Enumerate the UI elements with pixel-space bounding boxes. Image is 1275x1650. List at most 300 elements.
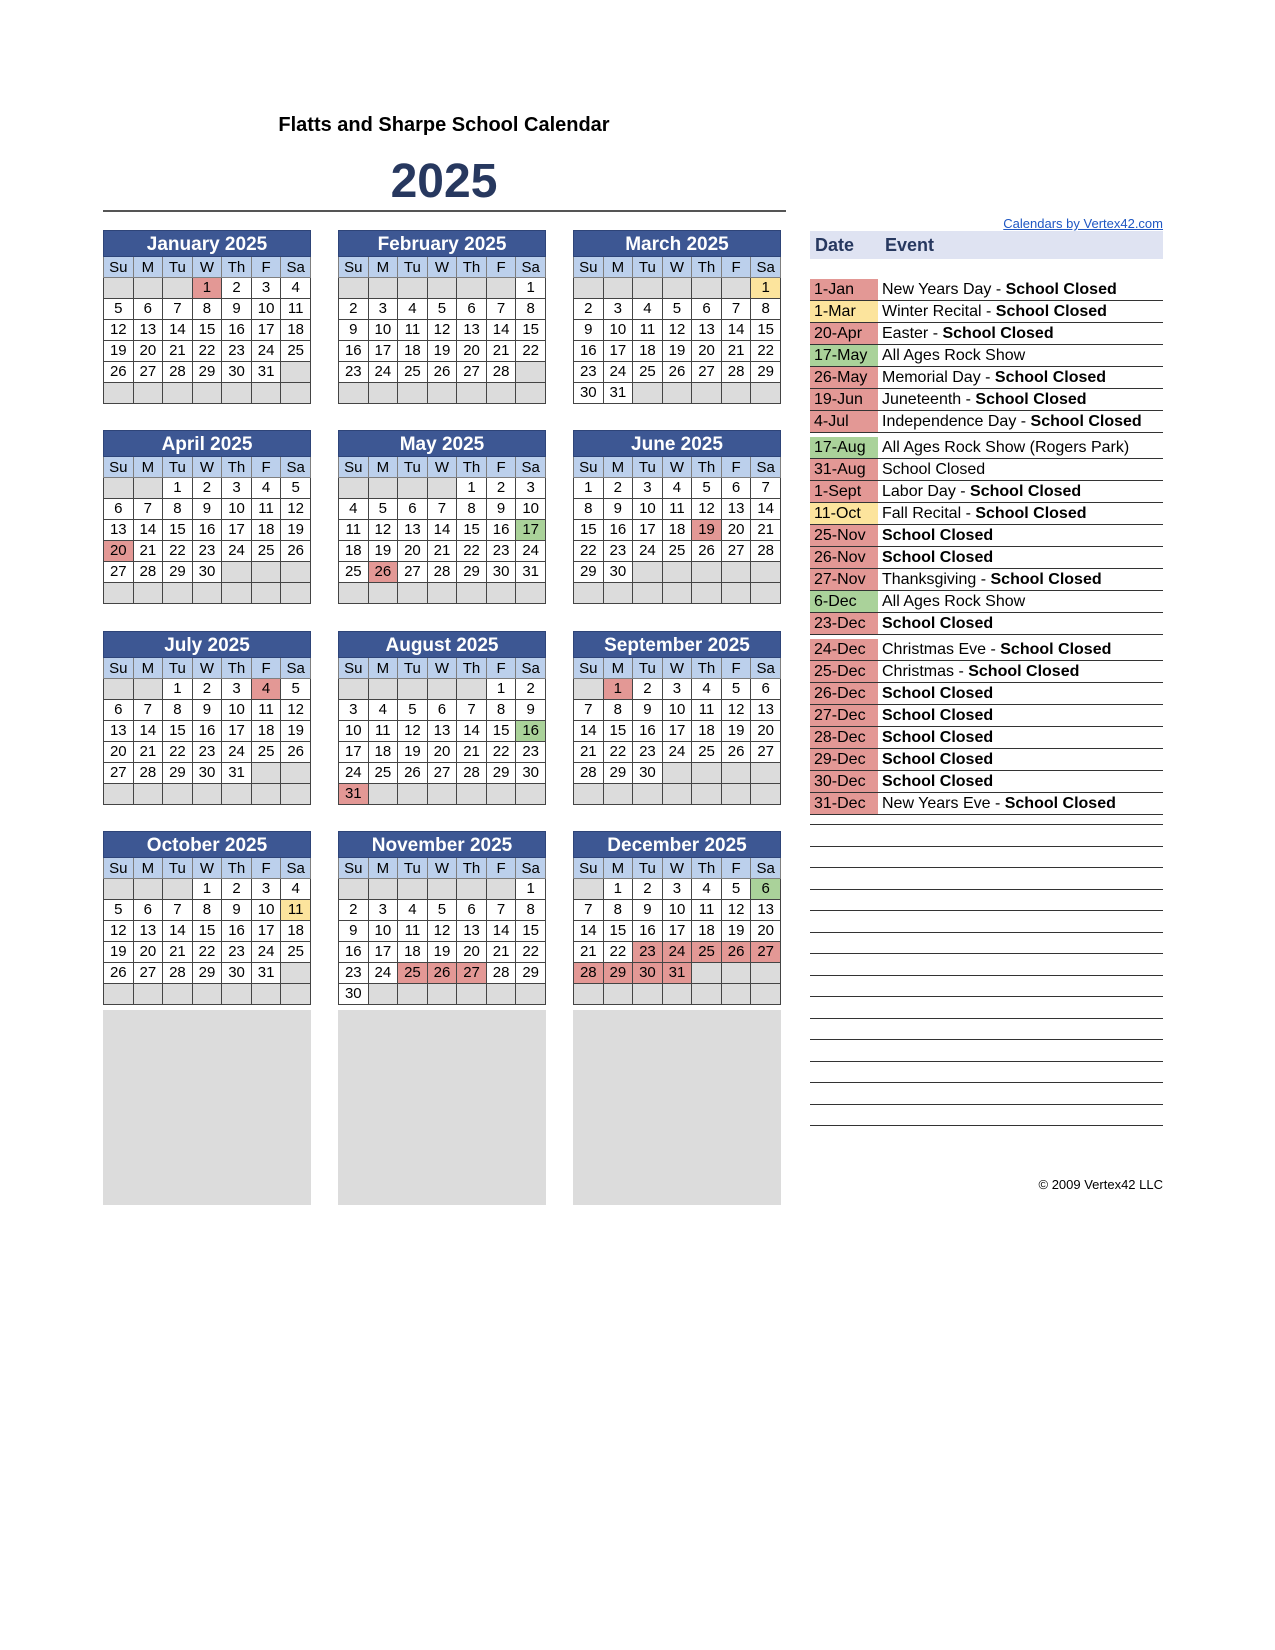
day-cell[interactable]: 12 (281, 700, 311, 721)
day-cell[interactable]: 31 (251, 362, 281, 383)
day-cell[interactable]: 23 (633, 742, 663, 763)
day-cell[interactable]: 1 (516, 879, 546, 900)
day-cell[interactable]: 28 (574, 963, 604, 984)
day-cell[interactable]: 13 (133, 320, 163, 341)
day-cell[interactable]: 24 (662, 742, 692, 763)
day-cell[interactable]: 27 (751, 942, 781, 963)
day-cell[interactable]: 9 (486, 499, 516, 520)
day-cell[interactable]: 11 (398, 921, 428, 942)
day-cell[interactable]: 15 (603, 921, 633, 942)
day-cell[interactable]: 22 (516, 942, 546, 963)
day-cell[interactable]: 18 (251, 520, 281, 541)
day-cell[interactable]: 14 (574, 921, 604, 942)
day-cell[interactable]: 19 (368, 541, 398, 562)
day-cell[interactable]: 12 (427, 921, 457, 942)
day-cell[interactable]: 6 (721, 478, 751, 499)
day-cell[interactable]: 8 (603, 900, 633, 921)
day-cell[interactable]: 11 (281, 900, 311, 921)
day-cell[interactable]: 4 (251, 478, 281, 499)
day-cell[interactable]: 23 (633, 942, 663, 963)
day-cell[interactable]: 27 (721, 541, 751, 562)
day-cell[interactable]: 1 (603, 679, 633, 700)
day-cell[interactable]: 31 (662, 963, 692, 984)
day-cell[interactable]: 18 (398, 341, 428, 362)
day-cell[interactable]: 30 (192, 562, 222, 583)
day-cell[interactable]: 29 (603, 763, 633, 784)
day-cell[interactable]: 30 (486, 562, 516, 583)
day-cell[interactable]: 5 (721, 679, 751, 700)
day-cell[interactable]: 2 (516, 679, 546, 700)
day-cell[interactable]: 26 (692, 541, 722, 562)
day-cell[interactable]: 19 (721, 721, 751, 742)
day-cell[interactable]: 29 (516, 963, 546, 984)
day-cell[interactable]: 17 (222, 721, 252, 742)
day-cell[interactable]: 15 (486, 721, 516, 742)
day-cell[interactable]: 5 (427, 900, 457, 921)
day-cell[interactable]: 22 (516, 341, 546, 362)
day-cell[interactable]: 17 (339, 742, 369, 763)
day-cell[interactable]: 20 (133, 341, 163, 362)
day-cell[interactable]: 24 (251, 942, 281, 963)
day-cell[interactable]: 2 (222, 879, 252, 900)
day-cell[interactable]: 21 (457, 742, 487, 763)
day-cell[interactable]: 2 (222, 278, 252, 299)
day-cell[interactable]: 5 (368, 499, 398, 520)
day-cell[interactable]: 31 (516, 562, 546, 583)
day-cell[interactable]: 28 (486, 362, 516, 383)
day-cell[interactable]: 22 (192, 341, 222, 362)
day-cell[interactable]: 1 (457, 478, 487, 499)
day-cell[interactable]: 28 (486, 963, 516, 984)
day-cell[interactable]: 11 (633, 320, 663, 341)
day-cell[interactable]: 23 (486, 541, 516, 562)
day-cell[interactable]: 25 (662, 541, 692, 562)
day-cell[interactable]: 10 (368, 320, 398, 341)
day-cell[interactable]: 26 (398, 763, 428, 784)
day-cell[interactable]: 24 (603, 362, 633, 383)
day-cell[interactable]: 7 (457, 700, 487, 721)
day-cell[interactable]: 17 (662, 721, 692, 742)
day-cell[interactable]: 11 (398, 320, 428, 341)
day-cell[interactable]: 6 (133, 299, 163, 320)
day-cell[interactable]: 29 (486, 763, 516, 784)
day-cell[interactable]: 9 (192, 499, 222, 520)
day-cell[interactable]: 15 (603, 721, 633, 742)
day-cell[interactable]: 5 (721, 879, 751, 900)
day-cell[interactable]: 2 (192, 478, 222, 499)
day-cell[interactable]: 10 (368, 921, 398, 942)
day-cell[interactable]: 24 (222, 541, 252, 562)
day-cell[interactable]: 14 (721, 320, 751, 341)
day-cell[interactable]: 4 (398, 900, 428, 921)
day-cell[interactable]: 15 (457, 520, 487, 541)
day-cell[interactable]: 28 (163, 362, 193, 383)
day-cell[interactable]: 27 (133, 362, 163, 383)
day-cell[interactable]: 1 (192, 879, 222, 900)
day-cell[interactable]: 10 (222, 499, 252, 520)
day-cell[interactable]: 13 (398, 520, 428, 541)
day-cell[interactable]: 4 (281, 278, 311, 299)
day-cell[interactable]: 24 (662, 942, 692, 963)
day-cell[interactable]: 8 (192, 900, 222, 921)
day-cell[interactable]: 1 (516, 278, 546, 299)
day-cell[interactable]: 5 (104, 299, 134, 320)
day-cell[interactable]: 25 (281, 341, 311, 362)
day-cell[interactable]: 20 (457, 942, 487, 963)
day-cell[interactable]: 3 (662, 879, 692, 900)
day-cell[interactable]: 6 (398, 499, 428, 520)
day-cell[interactable]: 18 (281, 921, 311, 942)
day-cell[interactable]: 8 (516, 900, 546, 921)
day-cell[interactable]: 4 (662, 478, 692, 499)
day-cell[interactable]: 21 (133, 742, 163, 763)
day-cell[interactable]: 13 (427, 721, 457, 742)
day-cell[interactable]: 9 (633, 700, 663, 721)
day-cell[interactable]: 10 (251, 299, 281, 320)
day-cell[interactable]: 3 (339, 700, 369, 721)
day-cell[interactable]: 18 (339, 541, 369, 562)
day-cell[interactable]: 16 (192, 520, 222, 541)
day-cell[interactable]: 13 (457, 320, 487, 341)
day-cell[interactable]: 28 (574, 763, 604, 784)
day-cell[interactable]: 22 (603, 742, 633, 763)
day-cell[interactable]: 9 (192, 700, 222, 721)
day-cell[interactable]: 1 (163, 679, 193, 700)
day-cell[interactable]: 23 (192, 541, 222, 562)
day-cell[interactable]: 1 (574, 478, 604, 499)
day-cell[interactable]: 14 (486, 921, 516, 942)
day-cell[interactable]: 17 (662, 921, 692, 942)
day-cell[interactable]: 20 (427, 742, 457, 763)
day-cell[interactable]: 18 (251, 721, 281, 742)
day-cell[interactable]: 16 (516, 721, 546, 742)
day-cell[interactable]: 27 (457, 362, 487, 383)
day-cell[interactable]: 27 (751, 742, 781, 763)
day-cell[interactable]: 19 (427, 341, 457, 362)
day-cell[interactable]: 19 (104, 942, 134, 963)
day-cell[interactable]: 1 (603, 879, 633, 900)
day-cell[interactable]: 27 (104, 763, 134, 784)
day-cell[interactable]: 29 (192, 963, 222, 984)
day-cell[interactable]: 29 (603, 963, 633, 984)
day-cell[interactable]: 2 (574, 299, 604, 320)
day-cell[interactable]: 10 (603, 320, 633, 341)
day-cell[interactable]: 18 (398, 942, 428, 963)
day-cell[interactable]: 11 (251, 700, 281, 721)
day-cell[interactable]: 17 (251, 921, 281, 942)
day-cell[interactable]: 24 (368, 963, 398, 984)
day-cell[interactable]: 22 (486, 742, 516, 763)
day-cell[interactable]: 9 (633, 900, 663, 921)
day-cell[interactable]: 30 (574, 383, 604, 404)
day-cell[interactable]: 22 (192, 942, 222, 963)
day-cell[interactable]: 7 (486, 900, 516, 921)
day-cell[interactable]: 14 (133, 721, 163, 742)
day-cell[interactable]: 24 (339, 763, 369, 784)
day-cell[interactable]: 13 (721, 499, 751, 520)
day-cell[interactable]: 9 (603, 499, 633, 520)
day-cell[interactable]: 21 (751, 520, 781, 541)
day-cell[interactable]: 7 (574, 900, 604, 921)
day-cell[interactable]: 5 (281, 478, 311, 499)
day-cell[interactable]: 14 (457, 721, 487, 742)
day-cell[interactable]: 29 (163, 562, 193, 583)
day-cell[interactable]: 13 (751, 900, 781, 921)
day-cell[interactable]: 17 (516, 520, 546, 541)
day-cell[interactable]: 5 (281, 679, 311, 700)
day-cell[interactable]: 11 (281, 299, 311, 320)
day-cell[interactable]: 15 (163, 520, 193, 541)
day-cell[interactable]: 25 (633, 362, 663, 383)
day-cell[interactable]: 17 (633, 520, 663, 541)
day-cell[interactable]: 23 (192, 742, 222, 763)
day-cell[interactable]: 7 (721, 299, 751, 320)
day-cell[interactable]: 20 (104, 742, 134, 763)
day-cell[interactable]: 22 (457, 541, 487, 562)
day-cell[interactable]: 25 (251, 742, 281, 763)
day-cell[interactable]: 12 (368, 520, 398, 541)
day-cell[interactable]: 1 (751, 278, 781, 299)
day-cell[interactable]: 3 (251, 278, 281, 299)
day-cell[interactable]: 13 (692, 320, 722, 341)
day-cell[interactable]: 17 (603, 341, 633, 362)
day-cell[interactable]: 15 (192, 921, 222, 942)
day-cell[interactable]: 2 (486, 478, 516, 499)
day-cell[interactable]: 31 (603, 383, 633, 404)
day-cell[interactable]: 6 (751, 679, 781, 700)
day-cell[interactable]: 12 (104, 921, 134, 942)
day-cell[interactable]: 4 (339, 499, 369, 520)
day-cell[interactable]: 19 (281, 721, 311, 742)
day-cell[interactable]: 3 (368, 299, 398, 320)
day-cell[interactable]: 29 (751, 362, 781, 383)
day-cell[interactable]: 19 (662, 341, 692, 362)
day-cell[interactable]: 20 (751, 721, 781, 742)
day-cell[interactable]: 16 (339, 942, 369, 963)
day-cell[interactable]: 16 (603, 520, 633, 541)
day-cell[interactable]: 7 (751, 478, 781, 499)
day-cell[interactable]: 22 (163, 742, 193, 763)
day-cell[interactable]: 6 (104, 499, 134, 520)
day-cell[interactable]: 16 (633, 921, 663, 942)
day-cell[interactable]: 27 (104, 562, 134, 583)
day-cell[interactable]: 25 (398, 362, 428, 383)
day-cell[interactable]: 24 (368, 362, 398, 383)
day-cell[interactable]: 3 (222, 478, 252, 499)
day-cell[interactable]: 8 (751, 299, 781, 320)
day-cell[interactable]: 16 (633, 721, 663, 742)
day-cell[interactable]: 19 (281, 520, 311, 541)
day-cell[interactable]: 21 (486, 341, 516, 362)
day-cell[interactable]: 20 (721, 520, 751, 541)
day-cell[interactable]: 25 (368, 763, 398, 784)
day-cell[interactable]: 7 (163, 900, 193, 921)
day-cell[interactable]: 15 (163, 721, 193, 742)
day-cell[interactable]: 28 (163, 963, 193, 984)
day-cell[interactable]: 3 (516, 478, 546, 499)
day-cell[interactable]: 7 (133, 499, 163, 520)
day-cell[interactable]: 31 (339, 784, 369, 805)
day-cell[interactable]: 4 (398, 299, 428, 320)
day-cell[interactable]: 14 (751, 499, 781, 520)
day-cell[interactable]: 15 (192, 320, 222, 341)
day-cell[interactable]: 6 (104, 700, 134, 721)
day-cell[interactable]: 3 (662, 679, 692, 700)
day-cell[interactable]: 22 (574, 541, 604, 562)
day-cell[interactable]: 10 (662, 900, 692, 921)
day-cell[interactable]: 24 (633, 541, 663, 562)
day-cell[interactable]: 25 (398, 963, 428, 984)
day-cell[interactable]: 10 (633, 499, 663, 520)
day-cell[interactable]: 6 (692, 299, 722, 320)
day-cell[interactable]: 28 (457, 763, 487, 784)
day-cell[interactable]: 10 (516, 499, 546, 520)
day-cell[interactable]: 9 (222, 900, 252, 921)
day-cell[interactable]: 25 (339, 562, 369, 583)
day-cell[interactable]: 11 (662, 499, 692, 520)
day-cell[interactable]: 24 (222, 742, 252, 763)
day-cell[interactable]: 20 (751, 921, 781, 942)
day-cell[interactable]: 14 (574, 721, 604, 742)
day-cell[interactable]: 28 (751, 541, 781, 562)
day-cell[interactable]: 11 (692, 900, 722, 921)
day-cell[interactable]: 4 (251, 679, 281, 700)
day-cell[interactable]: 21 (721, 341, 751, 362)
day-cell[interactable]: 18 (662, 520, 692, 541)
day-cell[interactable]: 7 (486, 299, 516, 320)
day-cell[interactable]: 30 (516, 763, 546, 784)
day-cell[interactable]: 8 (163, 700, 193, 721)
day-cell[interactable]: 28 (133, 562, 163, 583)
day-cell[interactable]: 3 (603, 299, 633, 320)
day-cell[interactable]: 30 (603, 562, 633, 583)
day-cell[interactable]: 2 (633, 679, 663, 700)
day-cell[interactable]: 17 (368, 942, 398, 963)
day-cell[interactable]: 29 (574, 562, 604, 583)
day-cell[interactable]: 9 (222, 299, 252, 320)
day-cell[interactable]: 19 (721, 921, 751, 942)
day-cell[interactable]: 7 (163, 299, 193, 320)
day-cell[interactable]: 21 (163, 942, 193, 963)
day-cell[interactable]: 5 (662, 299, 692, 320)
day-cell[interactable]: 23 (222, 942, 252, 963)
day-cell[interactable]: 26 (662, 362, 692, 383)
day-cell[interactable]: 26 (104, 963, 134, 984)
day-cell[interactable]: 6 (751, 879, 781, 900)
day-cell[interactable]: 14 (486, 320, 516, 341)
day-cell[interactable]: 13 (457, 921, 487, 942)
day-cell[interactable]: 19 (104, 341, 134, 362)
day-cell[interactable]: 3 (368, 900, 398, 921)
day-cell[interactable]: 31 (222, 763, 252, 784)
day-cell[interactable]: 20 (104, 541, 134, 562)
day-cell[interactable]: 24 (516, 541, 546, 562)
day-cell[interactable]: 25 (692, 742, 722, 763)
day-cell[interactable]: 8 (486, 700, 516, 721)
day-cell[interactable]: 4 (692, 879, 722, 900)
day-cell[interactable]: 17 (368, 341, 398, 362)
day-cell[interactable]: 16 (574, 341, 604, 362)
day-cell[interactable]: 4 (692, 679, 722, 700)
day-cell[interactable]: 20 (457, 341, 487, 362)
day-cell[interactable]: 25 (251, 541, 281, 562)
day-cell[interactable]: 9 (516, 700, 546, 721)
day-cell[interactable]: 22 (163, 541, 193, 562)
day-cell[interactable]: 14 (133, 520, 163, 541)
day-cell[interactable]: 3 (222, 679, 252, 700)
day-cell[interactable]: 10 (339, 721, 369, 742)
day-cell[interactable]: 26 (281, 742, 311, 763)
day-cell[interactable]: 26 (427, 963, 457, 984)
day-cell[interactable]: 12 (281, 499, 311, 520)
day-cell[interactable]: 2 (192, 679, 222, 700)
day-cell[interactable]: 26 (281, 541, 311, 562)
day-cell[interactable]: 3 (633, 478, 663, 499)
day-cell[interactable]: 7 (427, 499, 457, 520)
day-cell[interactable]: 18 (692, 921, 722, 942)
day-cell[interactable]: 28 (721, 362, 751, 383)
day-cell[interactable]: 8 (192, 299, 222, 320)
day-cell[interactable]: 9 (339, 921, 369, 942)
day-cell[interactable]: 30 (222, 362, 252, 383)
day-cell[interactable]: 6 (427, 700, 457, 721)
day-cell[interactable]: 21 (486, 942, 516, 963)
day-cell[interactable]: 8 (516, 299, 546, 320)
day-cell[interactable]: 12 (398, 721, 428, 742)
day-cell[interactable]: 6 (457, 299, 487, 320)
day-cell[interactable]: 2 (339, 299, 369, 320)
day-cell[interactable]: 23 (603, 541, 633, 562)
day-cell[interactable]: 22 (603, 942, 633, 963)
day-cell[interactable]: 20 (692, 341, 722, 362)
day-cell[interactable]: 31 (251, 963, 281, 984)
day-cell[interactable]: 1 (163, 478, 193, 499)
day-cell[interactable]: 25 (692, 942, 722, 963)
day-cell[interactable]: 27 (457, 963, 487, 984)
day-cell[interactable]: 21 (133, 541, 163, 562)
day-cell[interactable]: 16 (222, 320, 252, 341)
day-cell[interactable]: 15 (574, 520, 604, 541)
day-cell[interactable]: 5 (427, 299, 457, 320)
day-cell[interactable]: 19 (427, 942, 457, 963)
day-cell[interactable]: 8 (163, 499, 193, 520)
day-cell[interactable]: 4 (368, 700, 398, 721)
day-cell[interactable]: 8 (603, 700, 633, 721)
day-cell[interactable]: 15 (516, 320, 546, 341)
day-cell[interactable]: 30 (633, 763, 663, 784)
day-cell[interactable]: 23 (339, 362, 369, 383)
day-cell[interactable]: 27 (692, 362, 722, 383)
day-cell[interactable]: 27 (427, 763, 457, 784)
day-cell[interactable]: 17 (251, 320, 281, 341)
day-cell[interactable]: 26 (721, 942, 751, 963)
day-cell[interactable]: 19 (398, 742, 428, 763)
day-cell[interactable]: 15 (516, 921, 546, 942)
day-cell[interactable]: 20 (398, 541, 428, 562)
day-cell[interactable]: 30 (222, 963, 252, 984)
day-cell[interactable]: 1 (486, 679, 516, 700)
day-cell[interactable]: 22 (751, 341, 781, 362)
day-cell[interactable]: 13 (104, 520, 134, 541)
day-cell[interactable]: 21 (427, 541, 457, 562)
day-cell[interactable]: 18 (633, 341, 663, 362)
day-cell[interactable]: 12 (721, 700, 751, 721)
day-cell[interactable]: 19 (692, 520, 722, 541)
day-cell[interactable]: 8 (574, 499, 604, 520)
day-cell[interactable]: 29 (457, 562, 487, 583)
day-cell[interactable]: 2 (633, 879, 663, 900)
day-cell[interactable]: 23 (516, 742, 546, 763)
